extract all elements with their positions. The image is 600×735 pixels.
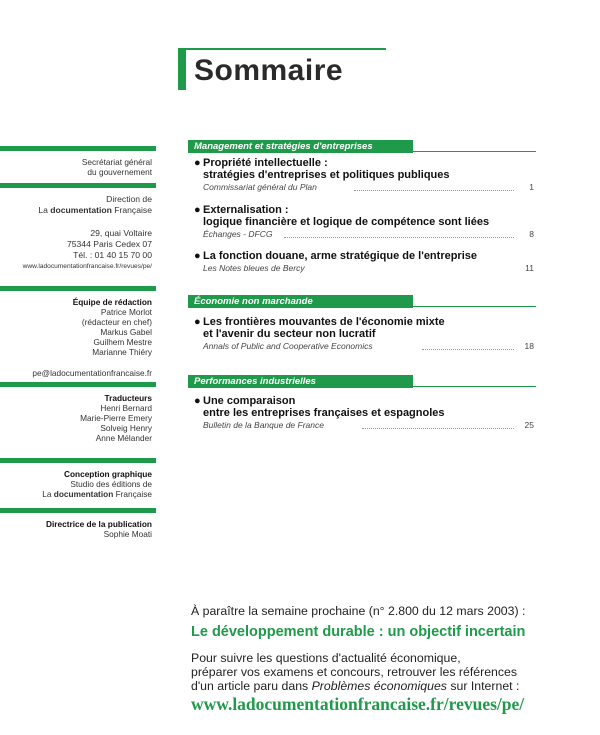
toc-entry-source: Bulletin de la Banque de France 25: [203, 420, 534, 430]
masthead-redaction: [0, 286, 156, 378]
toc-entry[interactable]: [194, 316, 534, 352]
title-accent-bar: [178, 48, 186, 90]
section-bar: [0, 508, 156, 513]
toc-entry-source: Les Notes bleues de Bercy 11: [203, 263, 534, 273]
toc-section-header: Management et stratégies d'entreprises: [188, 140, 413, 153]
redaction-member: Markus Gabel: [100, 327, 152, 337]
toc-entry-title: ● Externalisation : logique financière et logique de compétence sont liées: [194, 204, 490, 228]
email-link[interactable]: pe@ladocumentationfrancaise.fr: [32, 368, 152, 378]
toc-entry-title: ● Les frontières mouvantes de l'économie mixte et l'avenir du secteur non lucratif: [194, 316, 445, 340]
toc-entry-source: Commissariat général du Plan 1: [203, 182, 534, 192]
toc-entry-title: ● Propriété intellectuelle : stratégies d'entreprises et politiques publiques: [194, 157, 450, 181]
address-line: 75344 Paris Cedex 07: [66, 239, 152, 249]
phone-line: Tél. : 01 40 15 70 00: [73, 250, 152, 260]
section-bar: [0, 286, 156, 291]
masthead-design: [0, 458, 156, 499]
translator: Anne Mélander: [95, 433, 152, 443]
toc-entry-title: ● La fonction douane, arme stratégique de l'entreprise: [194, 250, 478, 262]
secretariat-line: du gouvernement: [87, 167, 152, 177]
translator: Henri Bernard: [100, 403, 152, 413]
toc-entry[interactable]: [194, 204, 534, 240]
toc-section-header: Économie non marchande: [188, 295, 413, 308]
masthead-secretariat: [0, 146, 156, 177]
info-line: Pour suivre les questions d'actualité économique,: [191, 651, 461, 665]
toc-entry[interactable]: [194, 395, 534, 431]
direction-line: Direction de: [106, 194, 152, 204]
design-header: Conception graphique: [63, 469, 152, 479]
translator: Solveig Henry: [100, 423, 152, 433]
toc-entry-title: ● Une comparaison entre les entreprises françaises et espagnoles: [194, 395, 445, 419]
bottom-announcement: [191, 604, 591, 715]
toc-page-number: 11: [525, 263, 534, 273]
section-bar: [0, 146, 156, 151]
redaction-member: (rédacteur en chef): [81, 317, 152, 327]
masthead-translators: [0, 382, 156, 443]
redaction-member: Marianne Thiéry: [92, 347, 152, 357]
toc-entry[interactable]: [194, 250, 534, 274]
next-issue-title: Le développement durable : un objectif incertain: [191, 624, 526, 640]
section-bar: [0, 183, 156, 188]
masthead-direction: [0, 183, 156, 272]
toc-page-number: 1: [529, 182, 534, 192]
translators-header: Traducteurs: [104, 393, 152, 403]
toc-entry-source: Annals of Public and Cooperative Economics 18: [203, 341, 534, 351]
address-line: 29, quai Voltaire: [90, 228, 152, 238]
title-accent-rule: [186, 48, 386, 50]
section-bar: [0, 382, 156, 387]
info-line: d'un article paru dans Problèmes économiques sur Internet :: [191, 679, 520, 693]
toc-page-number: 18: [524, 341, 534, 351]
secretariat-line: Secrétariat général: [81, 157, 152, 167]
director-name: Sophie Moati: [103, 529, 152, 539]
info-line: préparer vos examens et concours, retrouver les références: [191, 665, 518, 679]
toc-page-number: 8: [529, 229, 534, 239]
website-url-link[interactable]: www.ladocumentationfrancaise.fr/revues/pe/: [191, 694, 525, 714]
redaction-header: Équipe de rédaction: [72, 297, 152, 307]
redaction-member: Guilhem Mestre: [93, 337, 152, 347]
website-link[interactable]: www.ladocumentationfrancaise.fr/revues/pe/: [22, 263, 152, 270]
toc-page-number: 25: [524, 420, 534, 430]
masthead-director: [0, 508, 156, 539]
direction-org: La documentation Française: [38, 205, 152, 215]
design-org: La documentation Française: [42, 489, 152, 499]
page-title: Sommaire: [194, 54, 344, 87]
section-bar: [0, 458, 156, 463]
toc-entry[interactable]: [194, 157, 534, 193]
toc-entry-source: Échanges - DFCG 8: [203, 229, 534, 239]
toc-section-header: Performances industrielles: [188, 375, 413, 388]
translator: Marie-Pierre Emery: [80, 413, 152, 423]
next-issue-announcement: À paraître la semaine prochaine (n° 2.800 du 12 mars 2003) :: [191, 604, 526, 618]
design-line: Studio des éditions de: [70, 479, 152, 489]
director-header: Directrice de la publication: [45, 519, 152, 529]
redaction-member: Patrice Morlot: [100, 307, 152, 317]
